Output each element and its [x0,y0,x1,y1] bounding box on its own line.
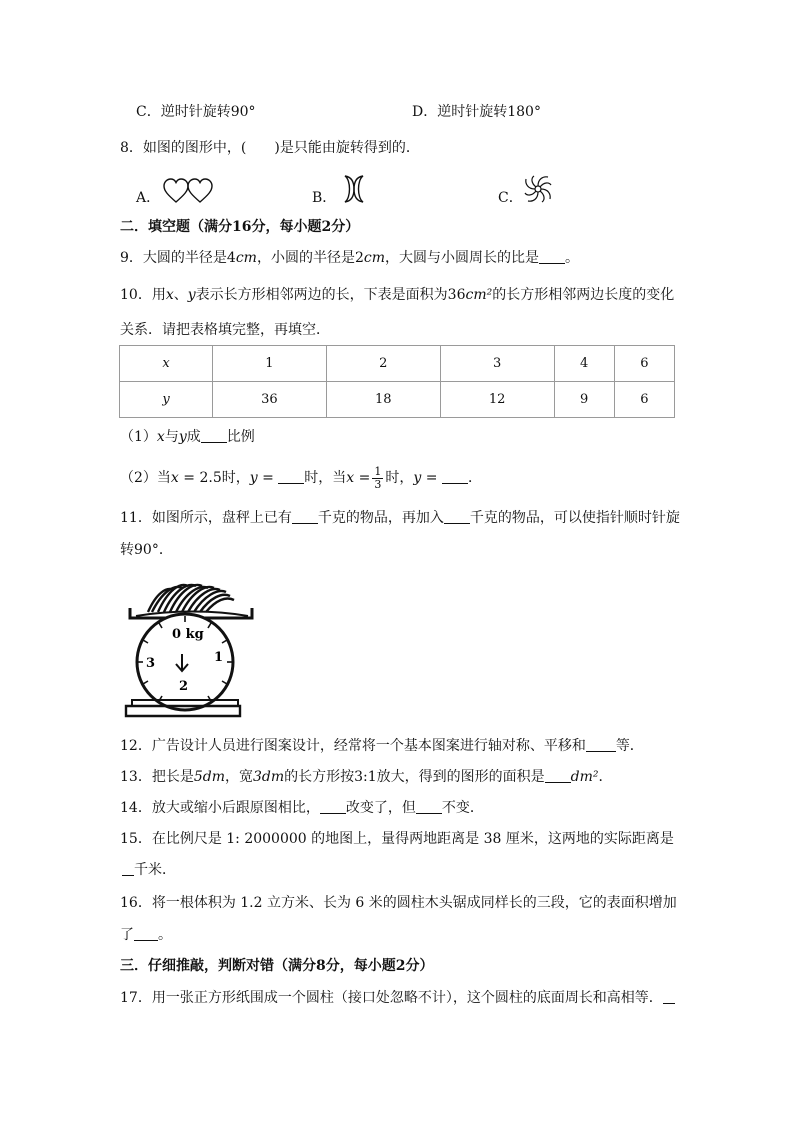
q10-area-unit: cm² [465,287,493,303]
table-cell: 6 [614,346,674,382]
q11-answer-blank-1[interactable] [292,509,318,524]
q14-answer-blank-1[interactable] [320,799,346,814]
q15-text-2: 千米． [134,862,176,878]
q10-s2-end: ． [467,470,482,486]
q10-s1-var-y: y [178,429,187,445]
goods-hatching [148,585,234,612]
q10-s1-answer-blank[interactable] [201,428,227,443]
q13-text-2: ，宽 [224,769,253,785]
q13-text-1: 13．把长是 [120,769,194,785]
scale-label-right: 1 [214,650,224,665]
table-row-y [120,382,675,418]
q13-text-4: 放大，得到的图形的面积是 [376,769,545,785]
q10-s2-text-4: 时， [385,470,414,486]
q14-text-3: 不变． [441,800,484,816]
q10-s2-var-x-2: x [346,470,355,486]
q13-text-3: 的长方形按 [284,769,355,785]
q10-sub-1 [120,427,255,447]
q10-table [119,345,675,418]
q8-option-b: B． [312,190,337,206]
q9-unit-2: cm [363,250,386,266]
scale-label-left: 3 [146,656,156,671]
q11-answer-blank-2[interactable] [444,509,470,524]
table-cell: 3 [440,346,554,382]
q13-length: 5dm [193,769,225,785]
q15-line-2 [122,860,176,880]
table-cell: 6 [614,382,674,418]
q11-text-1: 11．如图所示，盘秤上已有 [120,510,292,526]
q9-text-2: ，小圆的半径是 [256,250,355,266]
q12-text-2: 等． [615,738,644,754]
q13-unit: dm² [570,769,599,785]
swirl-icon [522,173,554,205]
q10-text-3: 表示长方形相邻两边的长，下表是面积为 [195,287,448,303]
q10-s2-eq-1: = 2.5 [183,470,222,486]
q10-text-4: 的长方形相邻两边长度的变化 [492,287,675,303]
q16-end: 。 [158,927,172,943]
q16-line-2 [120,925,172,945]
q14-line [120,798,484,818]
q10-s1-text-4: 比例 [226,429,255,445]
q13-line [120,767,613,787]
double-heart-icon [163,178,215,204]
q11-line-2: 转90°． [120,542,173,558]
table-cell: 36 [213,382,327,418]
q10-s1-text-1: （1） [120,429,157,445]
q10-s2-text-2: 时， [221,470,250,486]
q9-answer-blank[interactable] [539,249,565,264]
q10-s2-answer-blank-1[interactable] [278,469,304,484]
q10-s1-text-3: 成 [186,429,201,445]
q17-text: 17．用一张正方形纸围成一个圆柱（接口处忽略不计），这个圆柱的底面周长和高相等． [120,990,663,1006]
q13-width: 3dm [252,769,285,785]
q9-small-radius: 2 [354,250,364,266]
q7-option-d: D．逆时针旋转180° [412,104,541,120]
q10-s2-eq-4: = [425,470,438,486]
q17-answer-blank[interactable] [663,989,675,1004]
q10-s2-var-y-2: y [413,470,422,486]
scale-figure [122,572,262,720]
q10-s1-text-2: 与 [164,429,179,445]
table-cell: x [120,346,213,382]
q16-line-1: 16．将一根体积为 1.2 立方米、长为 6 米的圆柱木头锯成同样长的三段，它的表面积增加 [120,895,677,911]
section-3-title: 三．仔细推敲，判断对错（满分8分，每小题2分） [120,958,434,974]
section-2-title: 二．填空题（满分16分，每小题2分） [120,219,360,235]
q13-ratio: 3:1 [354,769,377,785]
scale-label-top: 0 kg [172,627,204,642]
q7-option-c: C．逆时针旋转90° [136,104,256,120]
q13-end: ． [598,769,613,785]
q14-answer-blank-2[interactable] [416,799,442,814]
q10-text-2: 、 [173,287,188,303]
q10-s2-eq-2: = [262,470,274,486]
q11-text-2: 千克的物品，再加入 [317,510,444,526]
q12-text-1: 12．广告设计人员进行图案设计，经常将一个基本图案进行轴对称、平移和 [120,738,586,754]
scale-label-bottom: 2 [179,679,189,694]
q10-var-x: x [165,287,174,303]
fraction-numerator: 1 [374,464,382,478]
q8-option-a: A． [136,190,161,206]
crescent-moons-icon [339,174,369,204]
q10-text-1: 10．用 [120,287,166,303]
q14-text-1: 14．放大或缩小后跟原图相比， [120,800,320,816]
q16-text-2: 了 [120,927,134,943]
q9-end: 。 [565,250,580,266]
q10-s2-text-3: 时，当 [304,470,347,486]
q9-big-radius: 4 [226,250,236,266]
q10-sub-2 [120,464,482,492]
q10-s1-var-x: x [156,429,165,445]
q10-line-2: 关系．请把表格填完整，再填空． [120,322,330,338]
q14-text-2: 改变了，但 [345,800,416,816]
table-cell: 1 [213,346,327,382]
q9-text-3: ，大圆与小圆周长的比是 [385,250,540,266]
q10-var-y: y [187,287,196,303]
q9-unit-1: cm [235,250,257,266]
q15-answer-blank[interactable] [122,861,134,876]
table-cell: 2 [326,346,440,382]
q12-line [120,736,644,756]
q10-s2-eq-3: = [358,470,371,486]
q10-s2-answer-blank-2[interactable] [442,469,468,484]
q10-line-1 [120,285,674,305]
q17-line [120,988,675,1008]
q11-text-3: 千克的物品，可以使指针顺时针旋 [469,510,680,526]
q10-s2-var-x-1: x [170,470,179,486]
table-row-x [120,346,675,382]
q9-text-1: 9．大圆的半径是 [120,250,227,266]
q11-line-1 [120,508,680,528]
q16-answer-blank[interactable] [134,926,158,941]
table-cell: y [120,382,213,418]
q13-answer-blank[interactable] [545,768,571,783]
q10-fraction [372,466,383,491]
table-cell: 18 [326,382,440,418]
q8-stem: 8．如图的图形中，( )是只能由旋转得到的． [120,140,420,156]
q12-answer-blank[interactable] [586,737,616,752]
q9-line [120,248,579,268]
q15-line-1: 15．在比例尺是 1: 2000000 的地图上，量得两地距离是 38 厘米，这两地的实际距离是 [120,831,674,847]
q10-s2-var-y-1: y [249,470,258,486]
q10-s2-text-1: （2）当 [120,470,171,486]
table-cell: 12 [440,382,554,418]
fraction-denominator: 3 [374,477,382,491]
q10-area-value: 36 [447,287,466,303]
q8-option-c: C． [498,190,523,206]
table-cell: 4 [554,346,614,382]
table-cell: 9 [554,382,614,418]
